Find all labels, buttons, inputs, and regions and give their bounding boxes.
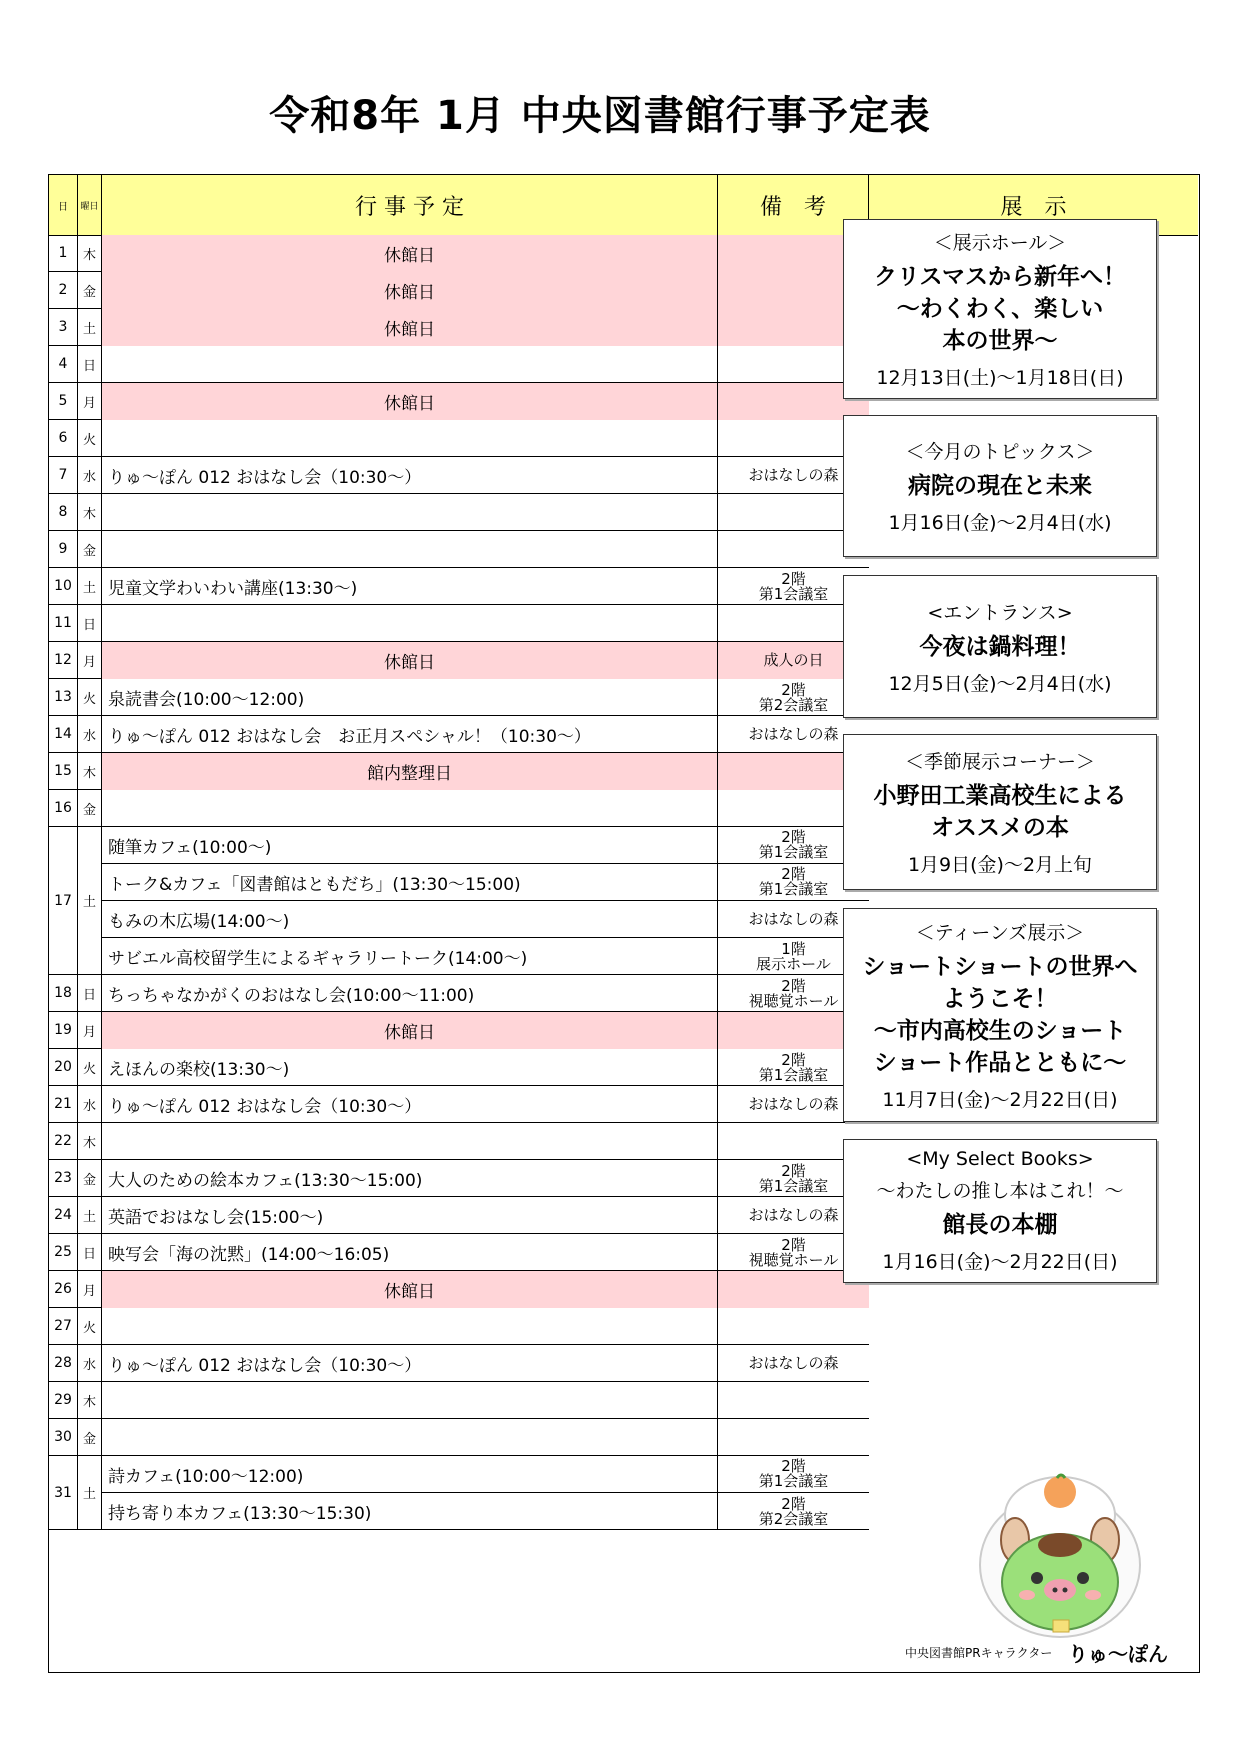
note-text: 2階 <box>781 865 806 883</box>
event-row <box>102 642 869 679</box>
note-text: 第1会議室 <box>758 1065 829 1084</box>
event-row <box>102 457 869 494</box>
table-row <box>49 642 869 679</box>
day-cell: 11 <box>49 605 78 641</box>
event-cell: もみの木広場(14:00～) <box>102 901 718 937</box>
table-row <box>49 272 869 309</box>
weekday-cell: 日 <box>78 346 102 382</box>
table-row <box>49 1012 869 1049</box>
day-cell: 1 <box>49 235 78 271</box>
weekday-cell: 金 <box>78 1160 102 1196</box>
event-row <box>102 864 869 901</box>
exhibit-dates: 1月16日(金)～2月22日(日) <box>882 1251 1118 1273</box>
table-row <box>49 531 869 568</box>
weekday-cell: 木 <box>78 753 102 789</box>
event-row <box>102 531 869 568</box>
exhibit-name <box>844 470 1156 502</box>
weekday-cell: 火 <box>78 1049 102 1085</box>
event-row <box>102 346 869 383</box>
event-cell: ちっちゃなかがくのおはなし会(10:00～11:00) <box>102 975 718 1012</box>
event-row <box>102 716 869 753</box>
weekday-cell: 土 <box>78 1456 102 1529</box>
day-cell: 13 <box>49 679 78 715</box>
event-cell: 児童文学わいわい講座(13:30～) <box>102 568 718 605</box>
note-text: 2階 <box>781 1235 806 1254</box>
exhibit-box <box>843 575 1157 718</box>
weekday-cell: 月 <box>78 1012 102 1048</box>
event-row <box>102 1456 869 1493</box>
table-row <box>49 605 869 642</box>
exhibit-name-line: 館長の本棚 <box>942 1212 1058 1238</box>
event-cell <box>102 531 718 568</box>
note-text: おはなしの森 <box>748 1206 839 1224</box>
event-row <box>102 827 869 864</box>
event-row <box>102 1493 869 1530</box>
weekday-cell: 木 <box>78 235 102 271</box>
exhibit-name-line: ～市内高校生のショート <box>873 1018 1127 1044</box>
day-cell: 22 <box>49 1123 78 1159</box>
note-text: 第1会議室 <box>758 843 829 861</box>
note-text: 展示ホール <box>756 954 831 973</box>
event-row <box>102 1012 869 1049</box>
weekday-cell: 金 <box>78 790 102 826</box>
day-cell: 8 <box>49 494 78 530</box>
event-row <box>102 1123 869 1160</box>
note-text: 2階 <box>781 680 806 699</box>
exhibit-box <box>843 219 1157 399</box>
event-cell <box>102 494 718 531</box>
event-row <box>102 494 869 531</box>
event-cell: 休館日 <box>102 642 718 679</box>
weekday-cell: 火 <box>78 420 102 456</box>
note-text: 視聴覚ホール <box>748 991 839 1010</box>
exhibit-name <box>844 951 1156 1079</box>
weekday-cell: 土 <box>78 1197 102 1233</box>
table-row <box>49 457 869 494</box>
mascot-label: 中央図書館PRキャラクター <box>905 1646 1053 1660</box>
day-cell: 16 <box>49 790 78 826</box>
event-cell <box>102 1308 718 1345</box>
exhibit-name-line: ～わくわく、楽しい <box>896 296 1104 322</box>
day-cell: 30 <box>49 1419 78 1455</box>
day-cell: 27 <box>49 1308 78 1344</box>
note-text: 2階 <box>781 1494 806 1513</box>
weekday-cell: 土 <box>78 309 102 345</box>
exhibit-box <box>843 734 1157 890</box>
exhibit-dates: 1月9日(金)～2月上旬 <box>907 854 1093 876</box>
exhibit-box <box>843 908 1157 1122</box>
event-row <box>102 1345 869 1382</box>
exhibit-name <box>844 1209 1156 1241</box>
event-cell: りゅ～ぽん 012 おはなし会（10:30～） <box>102 1345 718 1382</box>
exhibit-name-line: オススメの本 <box>931 815 1069 841</box>
table-row <box>49 827 869 975</box>
event-row <box>102 1049 869 1086</box>
event-cell: えほんの楽校(13:30～) <box>102 1049 718 1086</box>
table-row <box>49 716 869 753</box>
table-row <box>49 1123 869 1160</box>
exhibit-subtitle: ～わたしの推し本はこれ！～ <box>876 1180 1124 1202</box>
note-text: おはなしの森 <box>748 725 839 743</box>
header-exhibits: 展 示 <box>1000 194 1067 220</box>
note-text: おはなしの森 <box>748 1095 839 1113</box>
day-cell: 28 <box>49 1345 78 1381</box>
exhibit-dates: 11月7日(金)～2月22日(日) <box>882 1089 1118 1111</box>
table-row <box>49 568 869 605</box>
event-cell: 大人のための絵本カフェ(13:30～15:00) <box>102 1160 718 1197</box>
table-row <box>49 1234 869 1271</box>
weekday-cell: 日 <box>78 605 102 641</box>
weekday-cell: 火 <box>78 679 102 715</box>
weekday-cell: 火 <box>78 1308 102 1344</box>
event-cell: トーク&カフェ「図書館はともだち」(13:30～15:00) <box>102 864 718 900</box>
day-cell: 21 <box>49 1086 78 1122</box>
day-cell: 12 <box>49 642 78 678</box>
table-row <box>49 1308 869 1345</box>
event-row <box>102 975 869 1012</box>
note-text: 第2会議室 <box>758 695 829 714</box>
event-row <box>102 1197 869 1234</box>
schedule-table <box>48 174 1200 1673</box>
note-text: 第1会議室 <box>758 1472 829 1490</box>
note-text: 2階 <box>781 1161 806 1180</box>
note-cell <box>718 1456 869 1492</box>
exhibit-category: ＜展示ホール＞ <box>933 232 1067 254</box>
day-cell: 14 <box>49 716 78 752</box>
table-row <box>49 679 869 716</box>
exhibit-name-line: 本の世界～ <box>942 328 1058 354</box>
exhibit-category: ＜ティーンズ展示＞ <box>915 922 1085 944</box>
weekday-cell: 水 <box>78 716 102 752</box>
event-row <box>102 568 869 605</box>
exhibit-name-line: 病院の現在と未来 <box>908 473 1092 499</box>
event-cell: 詩カフェ(10:00～12:00) <box>102 1456 718 1492</box>
day-cell: 15 <box>49 753 78 789</box>
event-row <box>102 1419 869 1456</box>
event-cell: りゅ～ぽん 012 おはなし会 お正月スペシャル！（10:30～） <box>102 716 718 753</box>
event-row <box>102 938 869 975</box>
note-text: 2階 <box>781 976 806 995</box>
event-row <box>102 790 869 827</box>
note-cell <box>718 1382 869 1419</box>
table-row <box>49 975 869 1012</box>
event-row <box>102 1160 869 1197</box>
exhibit-name-line: 今夜は鍋料理！ <box>919 633 1081 660</box>
event-cell: 英語でおはなし会(15:00～) <box>102 1197 718 1234</box>
weekday-cell: 木 <box>78 1123 102 1159</box>
event-cell: サビエル高校留学生によるギャラリートーク(14:00～) <box>102 938 718 975</box>
weekday-cell: 木 <box>78 494 102 530</box>
weekday-cell: 水 <box>78 1086 102 1122</box>
weekday-cell: 土 <box>78 568 102 604</box>
exhibit-name <box>844 631 1156 663</box>
table-row <box>49 1086 869 1123</box>
weekday-cell: 月 <box>78 642 102 678</box>
event-cell: 館内整理日 <box>102 753 718 790</box>
weekday-cell: 日 <box>78 1234 102 1270</box>
exhibit-category: <エントランス> <box>927 601 1073 624</box>
table-row <box>49 1345 869 1382</box>
event-cell <box>102 1382 718 1419</box>
exhibit-name-line: ようこそ！ <box>942 986 1058 1012</box>
event-row <box>102 272 869 309</box>
exhibit-box <box>843 415 1157 557</box>
table-row <box>49 790 869 827</box>
event-row <box>102 383 869 420</box>
note-text: 1階 <box>781 939 806 958</box>
mascot-illustration <box>965 1470 1155 1650</box>
event-cell: 休館日 <box>102 383 718 420</box>
weekday-cell: 土 <box>78 827 102 974</box>
day-cell: 29 <box>49 1382 78 1418</box>
event-row <box>102 901 869 938</box>
note-text: おはなしの森 <box>748 909 839 928</box>
day-cell: 5 <box>49 383 78 419</box>
table-row <box>49 494 869 531</box>
event-cell <box>102 1123 718 1160</box>
weekday-cell: 水 <box>78 1345 102 1381</box>
day-cell: 19 <box>49 1012 78 1048</box>
event-row <box>102 309 869 346</box>
table-row <box>49 346 869 383</box>
event-cell: 休館日 <box>102 1012 718 1049</box>
note-text: 2階 <box>781 569 806 588</box>
note-cell <box>718 1493 869 1530</box>
day-cell: 18 <box>49 975 78 1011</box>
note-cell <box>718 1308 869 1345</box>
note-text: 2階 <box>781 1457 806 1475</box>
event-cell: りゅ～ぽん 012 おはなし会（10:30～） <box>102 1086 718 1123</box>
exhibit-dates: 12月5日(金)～2月4日(水) <box>888 672 1112 695</box>
event-cell: 休館日 <box>102 272 718 309</box>
event-row <box>102 1308 869 1345</box>
note-text: 第2会議室 <box>758 1509 829 1528</box>
note-text: 成人の日 <box>763 651 824 669</box>
exhibit-dates: 12月13日(土)～1月18日(日) <box>876 367 1124 389</box>
day-cell: 17 <box>49 827 78 974</box>
table-row <box>49 1382 869 1419</box>
weekday-cell: 水 <box>78 457 102 493</box>
table-row <box>49 1049 869 1086</box>
day-cell: 10 <box>49 568 78 604</box>
exhibit-name-line: クリスマスから新年へ！ <box>873 264 1127 290</box>
table-row <box>49 1419 869 1456</box>
event-cell <box>102 1419 718 1456</box>
event-cell: りゅ～ぽん 012 おはなし会（10:30～） <box>102 457 718 494</box>
table-row <box>49 1271 869 1308</box>
weekday-cell: 日 <box>78 975 102 1011</box>
header-notes: 備 考 <box>718 175 869 235</box>
event-cell: 休館日 <box>102 235 718 272</box>
event-row <box>102 605 869 642</box>
event-row <box>102 753 869 790</box>
event-cell: 映写会「海の沈黙」(14:00～16:05) <box>102 1234 718 1271</box>
day-cell: 25 <box>49 1234 78 1270</box>
exhibit-name-line: ショートショートの世界へ <box>862 954 1138 980</box>
event-cell: 休館日 <box>102 309 718 346</box>
table-row <box>49 420 869 457</box>
day-cell: 6 <box>49 420 78 456</box>
exhibit-category: ＜季節展示コーナー＞ <box>904 751 1095 773</box>
event-cell <box>102 346 718 383</box>
table-row <box>49 1456 869 1530</box>
exhibit-box <box>843 1139 1157 1283</box>
exhibit-dates: 1月16日(金)～2月4日(水) <box>888 512 1112 534</box>
header-weekday: 曜日 <box>78 175 102 235</box>
note-text: おはなしの森 <box>748 466 839 484</box>
table-row <box>49 753 869 790</box>
table-row <box>49 1197 869 1234</box>
note-text: 第1会議室 <box>758 880 829 898</box>
note-text: 2階 <box>781 1050 806 1069</box>
exhibit-name <box>844 780 1156 844</box>
day-cell: 31 <box>49 1456 78 1529</box>
note-cell <box>718 1419 869 1456</box>
table-row <box>49 383 869 420</box>
header-day: 日 <box>49 175 78 235</box>
event-row <box>102 1382 869 1419</box>
exhibit-category: ＜今月のトピックス＞ <box>905 441 1095 463</box>
note-text: おはなしの森 <box>748 1354 839 1372</box>
note-text: 第1会議室 <box>758 1176 829 1195</box>
day-cell: 3 <box>49 309 78 345</box>
table-row <box>49 309 869 346</box>
day-cell: 9 <box>49 531 78 567</box>
weekday-cell: 金 <box>78 531 102 567</box>
day-cell: 20 <box>49 1049 78 1085</box>
note-text: 第1会議室 <box>758 584 829 603</box>
event-cell: 泉読書会(10:00～12:00) <box>102 679 718 716</box>
event-row <box>102 420 869 457</box>
event-cell: 随筆カフェ(10:00～) <box>102 827 718 863</box>
day-cell: 7 <box>49 457 78 493</box>
page-title: 令和8年 1月 中央図書館行事予定表 <box>269 93 931 139</box>
event-cell: 持ち寄り本カフェ(13:30～15:30) <box>102 1493 718 1530</box>
note-cell <box>718 1345 869 1382</box>
day-cell: 4 <box>49 346 78 382</box>
note-text: 視聴覚ホール <box>748 1250 839 1269</box>
weekday-cell: 月 <box>78 1271 102 1307</box>
exhibit-name-line: 小野田工業高校生による <box>873 783 1127 809</box>
weekday-cell: 木 <box>78 1382 102 1418</box>
event-row <box>102 1271 869 1308</box>
event-cell: 休館日 <box>102 1271 718 1308</box>
event-cell <box>102 790 718 827</box>
mascot-name: りゅ～ぽん <box>1068 1642 1168 1666</box>
event-cell <box>102 420 718 457</box>
exhibit-name <box>844 261 1156 357</box>
day-cell: 24 <box>49 1197 78 1233</box>
table-row <box>49 235 869 272</box>
event-row <box>102 1086 869 1123</box>
exhibit-name-line: ショート作品とともに～ <box>873 1050 1127 1076</box>
event-row <box>102 235 869 272</box>
day-cell: 26 <box>49 1271 78 1307</box>
day-cell: 2 <box>49 272 78 308</box>
event-row <box>102 679 869 716</box>
event-cell <box>102 605 718 642</box>
exhibit-category: <My Select Books> <box>906 1148 1094 1170</box>
note-text: 2階 <box>781 828 806 846</box>
weekday-cell: 月 <box>78 383 102 419</box>
weekday-cell: 金 <box>78 272 102 308</box>
day-cell: 23 <box>49 1160 78 1196</box>
table-row <box>49 1160 869 1197</box>
header-events: 行 事 予 定 <box>102 175 718 235</box>
weekday-cell: 金 <box>78 1419 102 1455</box>
event-row <box>102 1234 869 1271</box>
